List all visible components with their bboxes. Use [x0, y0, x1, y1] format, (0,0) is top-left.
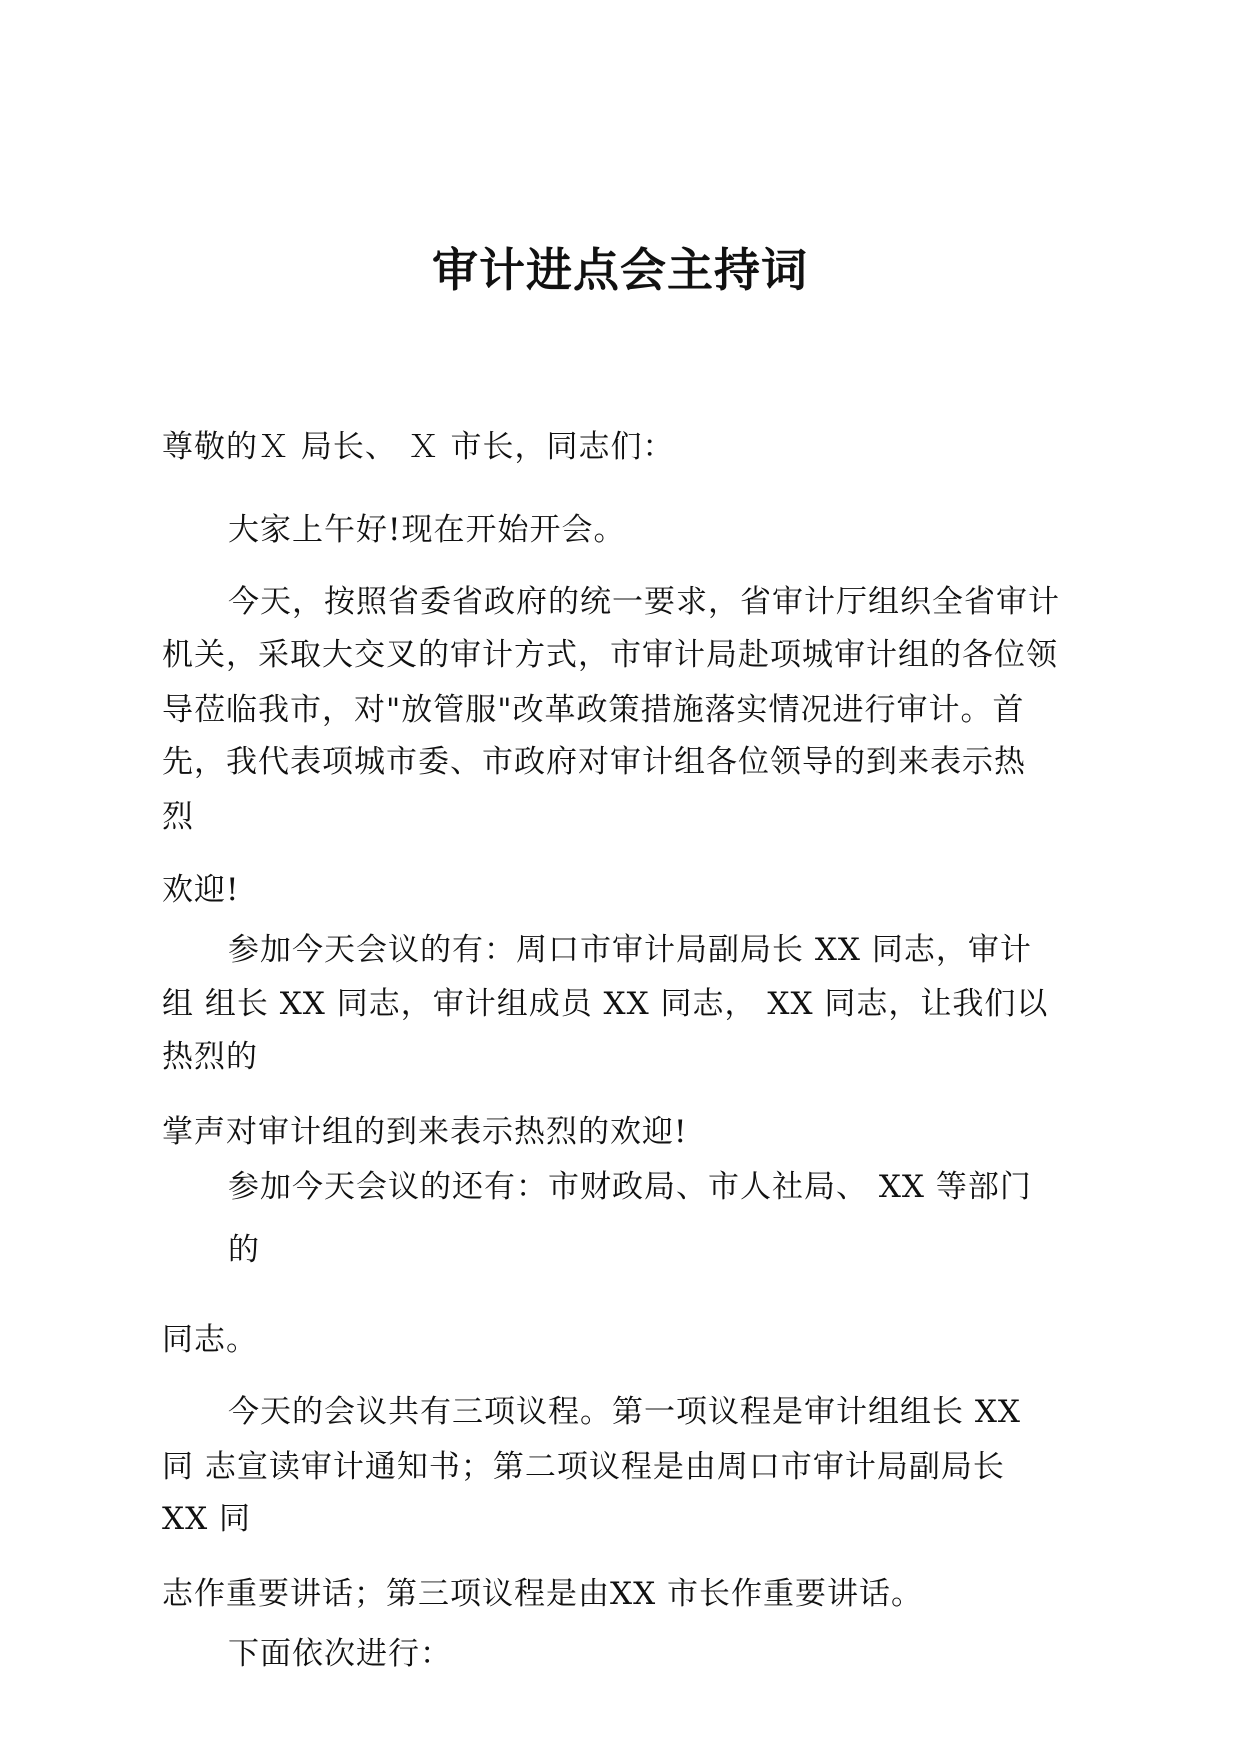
paragraph-line: 大家上午好!现在开始开会。 [228, 512, 626, 548]
paragraph-line: 同 志宣读审计通知书；第二项议程是由周口市审计局副局长 [162, 1449, 1005, 1485]
paragraph-line: 掌声对审计组的到来表示热烈的欢迎! [162, 1114, 688, 1150]
paragraph-line: 机关，采取大交叉的审计方式，市审计局赴项城审计组的各位领 [162, 637, 1058, 673]
paragraph-line: 今天，按照省委省政府的统一要求，省审计厅组织全省审计 [228, 584, 1060, 620]
paragraph-line: 烈 [162, 799, 194, 835]
document-title: 审计进点会主持词 [432, 243, 808, 297]
paragraph-line: 下面依次进行： [228, 1636, 452, 1672]
paragraph-line: 同志。 [162, 1322, 258, 1358]
paragraph-line: 的 [228, 1232, 260, 1268]
paragraph-line: 先，我代表项城市委、市政府对审计组各位领导的到来表示热 [162, 744, 1026, 780]
paragraph-line: 导莅临我市，对"放管服"改革政策措施落实情况进行审计。首 [162, 692, 1025, 728]
paragraph-line: 组 组长 XX 同志，审计组成员 XX 同志， XX 同志，让我们以 [162, 986, 1049, 1022]
paragraph-line: 热烈的 [162, 1039, 258, 1075]
paragraph-line: 参加今天会议的有：周口市审计局副局长 XX 同志，审计 [228, 932, 1032, 968]
paragraph-line: 欢迎! [162, 872, 240, 908]
paragraph-line: 参加今天会议的还有：市财政局、市人社局、 XX 等部门 [228, 1169, 1032, 1205]
paragraph-line: 今天的会议共有三项议程。第一项议程是审计组组长 XX [228, 1394, 1021, 1430]
salutation-line: 尊敬的Ｘ 局长、 Ｘ 市长，同志们： [162, 429, 675, 465]
paragraph-line: XX 同 [162, 1501, 251, 1537]
paragraph-line: 志作重要讲话；第三项议程是由XX 市长作重要讲话。 [162, 1576, 923, 1612]
